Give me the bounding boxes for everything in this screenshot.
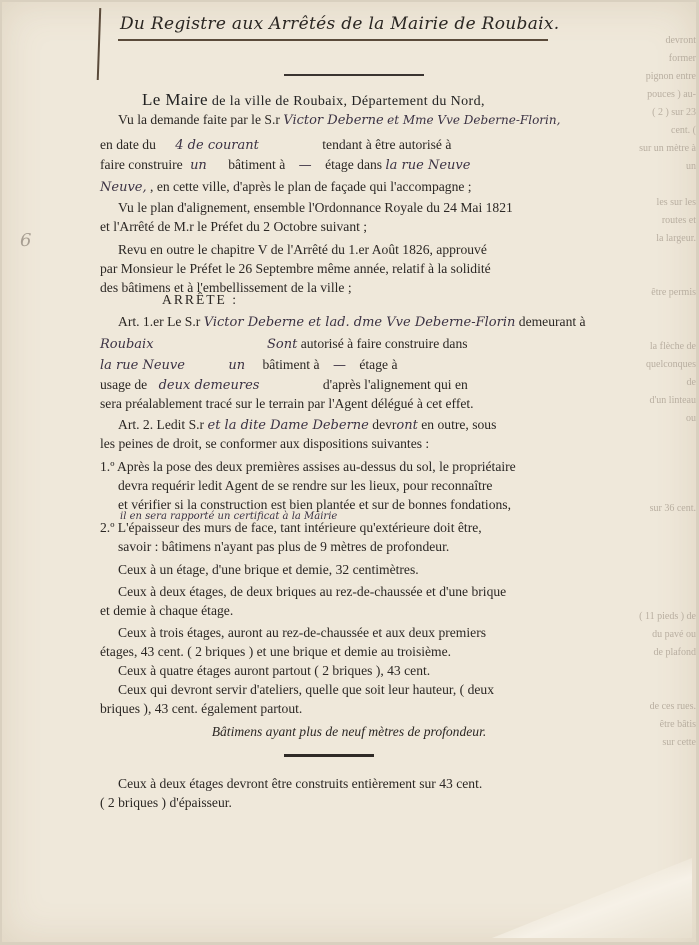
handwritten-art2-names: et la dite Dame Deberne xyxy=(207,418,369,433)
text-fragment: étage xyxy=(325,157,354,172)
bleed-line xyxy=(636,248,696,266)
handwritten-verb: Sont xyxy=(266,337,298,352)
text-fragment: à xyxy=(279,157,286,172)
clause2-line1: 2.º L'épaisseur des murs de face, tant intérieure qu'extérieure doit être, xyxy=(100,520,482,535)
bleed-line xyxy=(636,536,696,554)
rule-four-storey: Ceux à quatre étages auront partout ( 2 briques ), 43 cent. xyxy=(118,663,431,678)
clause1-line3: et vérifier si la construction est bien plantée et sur de bonnes fondations, xyxy=(118,497,511,512)
line-revu-3: des bâtimens et à l'embellissement de la ville ; xyxy=(100,280,352,295)
bleed-line: pignon entre xyxy=(645,71,696,82)
text-fragment: Art. 1.er Le S.r xyxy=(118,314,201,329)
line-request xyxy=(118,110,560,130)
bleed-line xyxy=(636,680,696,698)
bleed-line: ( 2 ) sur 23 cent. ( xyxy=(652,107,696,136)
text-fragment: bâtiment xyxy=(262,357,311,372)
arrete-heading: ARRÊTE : xyxy=(162,292,239,307)
bleed-line: ( 11 pieds ) de xyxy=(639,611,696,622)
handwritten-street-2: Neuve, xyxy=(100,180,147,195)
text-fragment: étage xyxy=(359,357,389,372)
bleed-through-text xyxy=(636,32,696,788)
text-fragment: Art. 2. Ledit S.r xyxy=(118,417,205,432)
rule-two-storey-1: Ceux à deux étages, de deux briques au rez-de-chaussée et d'une brique xyxy=(118,584,507,599)
rule-workshop-1: Ceux qui devront servir d'ateliers, quelle que soit leur hauteur, ( deux xyxy=(118,682,494,697)
header-underline xyxy=(118,39,548,41)
line-revu-2: par Monsieur le Préfet le 26 Septembre même année, relatif à la solidité xyxy=(100,261,491,276)
text-fragment: usage de xyxy=(100,377,148,392)
rule-deep-2: ( 2 briques ) d'épaisseur. xyxy=(100,795,232,810)
rule-two-storey-2: et demie à chaque étage. xyxy=(100,603,234,618)
line-prefet: et l'Arrêté de M.r le Préfet du 2 Octobre suivant ; xyxy=(100,219,368,234)
text-fragment: d'après l'alignement qui en xyxy=(322,377,468,392)
handwritten-count: un xyxy=(190,158,207,173)
bleed-line: la largeur. xyxy=(656,233,696,244)
handwritten-suffix: ont xyxy=(396,418,418,433)
bleed-line: pouces ) au- xyxy=(647,89,696,100)
title-rest: de la ville de Roubaix, Département du Nord, xyxy=(211,94,485,109)
line-construct xyxy=(100,155,470,175)
bleed-line: sur 36 cent. xyxy=(649,503,696,514)
text-fragment: bâtiment xyxy=(228,157,276,172)
text-fragment: , en cette ville, d'après le plan de façade qui l'accompagne ; xyxy=(150,179,472,194)
line-revu-1: Revu en outre le chapitre V de l'Arrêté du 1.er Août 1826, approuvé xyxy=(118,242,487,257)
text-fragment: faire construire xyxy=(100,157,183,172)
bleed-line xyxy=(636,302,696,320)
line-date xyxy=(100,135,451,155)
rule-three-storey-1: Ceux à trois étages, auront au rez-de-chaussée et aux deux premiers xyxy=(118,625,487,640)
page-curl xyxy=(492,858,692,938)
handwritten-applicant-extra: et Mme Vve Deberne-Florin, xyxy=(387,113,561,127)
handwritten-insertion: il en sera rapporté un certificat à la Mairie xyxy=(120,511,338,522)
separator-rule xyxy=(284,74,424,76)
text-fragment: devr xyxy=(372,417,397,432)
bleed-line: sur cette xyxy=(662,737,696,748)
handwritten-storeys: — xyxy=(298,158,312,173)
title-le-maire: Le Maire xyxy=(142,90,208,109)
subheading-deep-buildings: Bâtimens ayant plus de neuf mètres de profondeur. xyxy=(211,724,487,739)
line-town xyxy=(100,177,472,197)
text-fragment: dans xyxy=(357,157,383,172)
bleed-line: être permis xyxy=(651,287,696,298)
bleed-line xyxy=(636,464,696,482)
bleed-line xyxy=(636,590,696,608)
bleed-line xyxy=(636,428,696,446)
bleed-line: de ces rues. xyxy=(649,701,696,712)
art1-line4 xyxy=(100,375,468,395)
bleed-line xyxy=(636,770,696,788)
register-header: Du Registre aux Arrêtés de la Mairie de Roubaix. xyxy=(120,14,560,34)
bleed-line xyxy=(636,662,696,680)
art2-line2: les peines de droit, se conformer aux dispositions suivantes : xyxy=(100,436,430,451)
text-fragment: autorisé à faire construire dans xyxy=(300,336,468,351)
handwritten-applicant: Victor Deberne xyxy=(283,113,384,128)
rule-workshop-2: briques ), 43 cent. également partout. xyxy=(100,701,303,716)
bleed-line: quelconques de xyxy=(646,359,696,388)
handwritten-art1-street: la rue Neuve xyxy=(100,358,185,373)
text-fragment: tendant à être autorisé à xyxy=(322,137,452,152)
art1-line2 xyxy=(100,334,468,354)
art1-line3 xyxy=(100,355,397,375)
bleed-line: devront former xyxy=(665,35,696,64)
art2-line1 xyxy=(118,415,496,435)
bleed-line xyxy=(636,554,696,572)
bleed-line xyxy=(636,320,696,338)
margin-number: 6 xyxy=(20,230,32,251)
bleed-line xyxy=(636,266,696,284)
text-fragment: en outre, sous xyxy=(421,417,497,432)
section-rule xyxy=(284,754,374,757)
text-fragment: à xyxy=(313,357,320,372)
handwritten-art1-names: Victor Deberne et lad. dme Vve Deberne-Florin xyxy=(203,315,516,330)
document-page xyxy=(2,2,696,942)
bleed-line xyxy=(636,176,696,194)
bleed-line xyxy=(636,572,696,590)
text-fragment: Vu la demande faite par le S.r xyxy=(118,112,280,127)
bleed-line: être bâtis xyxy=(659,719,696,730)
handwritten-street: la rue Neuve xyxy=(385,158,471,173)
text-fragment: en date du xyxy=(100,137,156,152)
rule-three-storey-2: étages, 43 cent. ( 2 briques ) et une brique et demie au troisième. xyxy=(100,644,452,659)
clause1-line2: devra requérir ledit Agent de se rendre sur les lieux, pour reconnaître xyxy=(118,478,493,493)
clause2-line2: savoir : bâtimens n'ayant pas plus de 9 mètres de profondeur. xyxy=(118,539,450,554)
bleed-line xyxy=(636,518,696,536)
rule-one-storey: Ceux à un étage, d'une brique et demie, 32 centimètres. xyxy=(118,562,419,577)
text-fragment: à xyxy=(391,357,398,372)
bleed-line xyxy=(636,446,696,464)
handwritten-usage: deux demeures xyxy=(158,378,260,393)
rule-deep-1: Ceux à deux étages devront être construits entièrement sur 43 cent. xyxy=(118,776,483,791)
bleed-line xyxy=(636,482,696,500)
bleed-line: d'un linteau xyxy=(649,395,696,406)
bleed-line: les sur les routes et xyxy=(656,197,696,226)
line-plan: Vu le plan d'alignement, ensemble l'Ordonnance Royale du 24 Mai 1821 xyxy=(118,200,513,215)
margin-line xyxy=(97,8,101,80)
handwritten-residence: Roubaix xyxy=(100,337,154,352)
bleed-line xyxy=(636,752,696,770)
art1-line1 xyxy=(118,312,586,332)
text-fragment: demeurant à xyxy=(518,314,586,329)
bleed-line: ou xyxy=(686,413,696,424)
bleed-line: sur un mètre à un xyxy=(639,143,696,172)
handwritten-art1-storeys: — xyxy=(332,358,346,373)
handwritten-art1-count: un xyxy=(228,358,246,373)
bleed-line: du pavé ou xyxy=(652,629,696,640)
bleed-line: la flèche de xyxy=(649,341,696,352)
art1-line5: sera préalablement tracé sur le terrain par l'Agent délégué à cet effet. xyxy=(100,396,474,411)
bleed-line: de plafond xyxy=(653,647,696,658)
clause1-line1: 1.º Après la pose des deux premières assises au-dessus du sol, le propriétaire xyxy=(100,459,516,474)
mayor-title xyxy=(142,90,485,110)
handwritten-date: 4 de courant xyxy=(175,138,259,153)
